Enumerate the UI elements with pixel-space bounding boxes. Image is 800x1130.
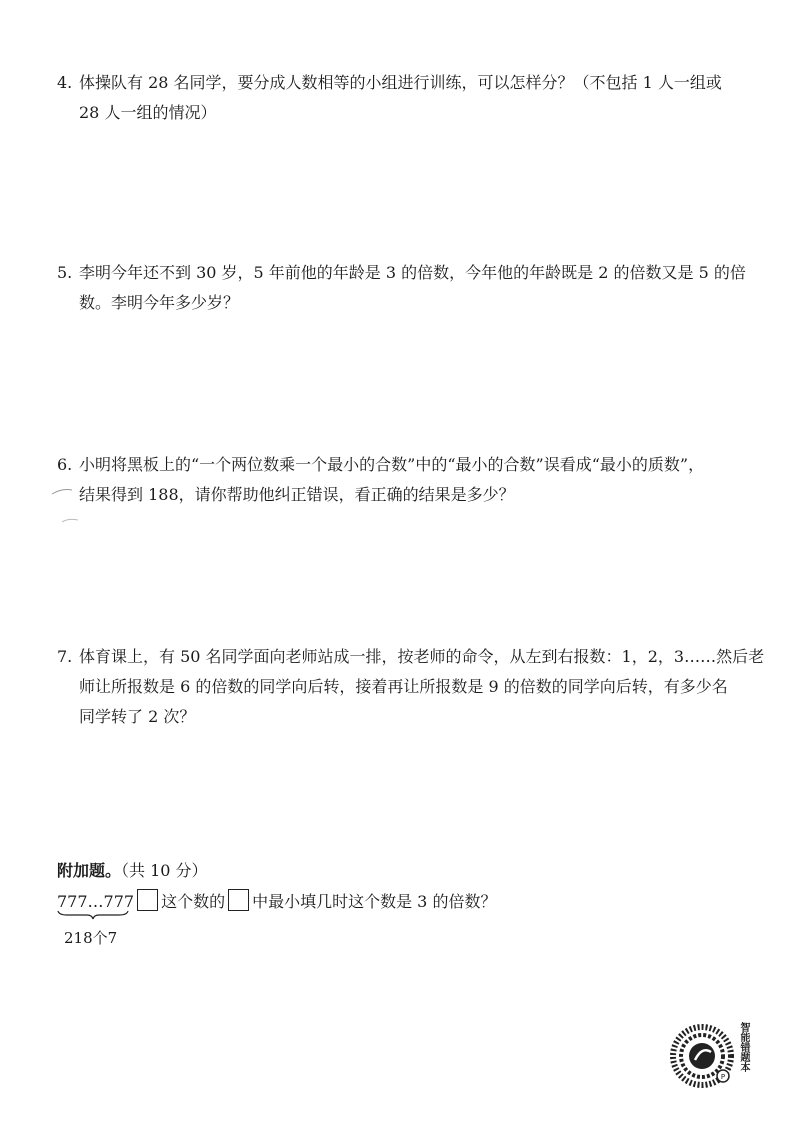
bonus-text-part: 这个数的 <box>161 892 226 911</box>
svg-text:P: P <box>720 1073 726 1081</box>
bonus-text-part: 中最小填几时这个数是 3 的倍数？ <box>252 892 497 911</box>
pen-stroke-mark <box>48 480 88 530</box>
repeated-digit-text: 777…777 <box>57 892 135 911</box>
question-text-line: 师让所报数是 6 的倍数的同学向后转，接着再让所报数是 9 的倍数的同学向后转，有多少名 <box>79 677 728 696</box>
question-text-line: 结果得到 188，请你帮助他纠正错误，看正确的结果是多少？ <box>79 485 515 504</box>
question-number: 7. <box>57 647 73 666</box>
question-4 <box>57 68 757 128</box>
question-text-line: 体育课上，有 50 名同学面向老师站成一排，按老师的命令，从左到右报数：1，2，3……然后老 <box>79 647 765 666</box>
question-text-line: 28 人一组的情况） <box>79 103 217 122</box>
question-5 <box>57 258 757 318</box>
question-text-line: 小明将黑板上的“一个两位数乘一个最小的合数”中的“最小的合数”误看成“最小的质数”， <box>79 455 705 474</box>
bonus-title-text: 附加题。 <box>57 861 122 880</box>
brace-label: 218个7 <box>64 929 118 947</box>
qr-label: 智能错题本 <box>738 1022 749 1072</box>
question-number: 5. <box>57 263 73 282</box>
answer-box[interactable] <box>228 889 249 911</box>
question-text-line: 体操队有 28 名同学，要分成人数相等的小组进行训练，可以怎样分？（不包括 1 人一组或 <box>79 73 722 92</box>
answer-box[interactable] <box>137 889 158 911</box>
question-text-line: 同学转了 2 次？ <box>79 707 196 726</box>
question-6 <box>57 450 757 510</box>
question-number: 6. <box>57 455 73 474</box>
bonus-question <box>57 888 496 916</box>
question-7 <box>57 642 765 732</box>
bonus-section-title <box>57 858 208 884</box>
repeated-digit-number <box>57 888 134 916</box>
question-text-line: 李明今年还不到 30 岁，5 年前他的年龄是 3 的倍数，今年他的年龄既是 2 的倍数又是 5 的倍 <box>79 263 746 282</box>
bonus-score: （共 10 分） <box>121 861 208 880</box>
question-number: 4. <box>57 73 73 92</box>
underbrace-icon <box>57 910 129 920</box>
question-text-line: 数。李明今年多少岁？ <box>79 293 240 312</box>
